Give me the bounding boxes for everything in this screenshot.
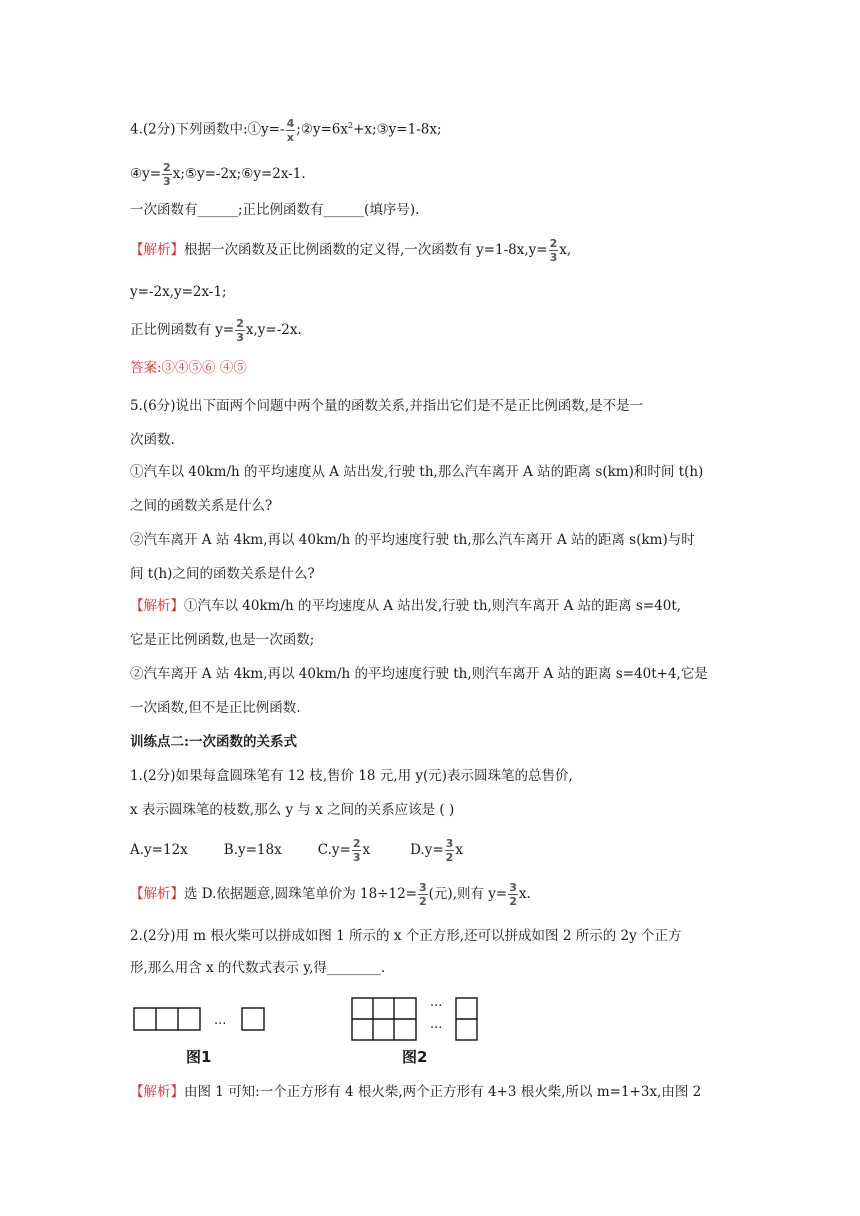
fig1-ellipsis: ... [214, 1013, 227, 1028]
figure-2-caption: 图2 [402, 1048, 428, 1066]
fig1-squares-row [134, 1008, 200, 1030]
fraction [445, 838, 455, 863]
q1-analysis [130, 882, 531, 907]
q2-line1: 2.(2分)用 m 根火柴可以拼成如图 1 所示的 x 个正方形,还可以拼成如图 2 所示的 2y 个正方 [130, 928, 682, 944]
fig1-last-square [242, 1008, 264, 1030]
denominator: 3 [236, 331, 244, 344]
analysis-text: x,y=-2x. [245, 322, 302, 338]
fraction [286, 118, 296, 143]
analysis-text: x. [518, 886, 531, 902]
numerator: 2 [163, 161, 171, 174]
q4-text: ④y= [130, 166, 162, 182]
analysis-text: 选 D.依据题意,圆珠笔单价为 18÷12= [184, 886, 417, 902]
q5-analysis-line3: ②汽车离开 A 站 4km,再以 40km/h 的平均速度行驶 th,则汽车离开 A 站的距离 s=40t+4,它是 [130, 666, 708, 682]
q5-analysis-line1 [130, 596, 681, 616]
numerator: 3 [419, 881, 427, 894]
q1-line2: x 表示圆珠笔的枝数,那么 y 与 x 之间的关系应该是 ( ) [130, 802, 455, 818]
analysis-text: (元),则有 y= [428, 886, 508, 902]
superscript: 2 [348, 121, 354, 130]
numerator: 2 [236, 317, 244, 330]
q5-analysis-line4: 一次函数,但不是正比例函数. [130, 700, 301, 716]
q4-text: x;⑤y=-2x;⑥y=2x-1. [172, 166, 306, 182]
option-b: B.y=18x [223, 842, 282, 858]
q5-line1: 5.(6分)说出下面两个问题中两个量的函数关系,并指出它们是不是正比例函数,是不是一 [130, 398, 644, 414]
option-text: x [455, 842, 463, 858]
analysis-tag: 【解析】 [130, 598, 184, 614]
q5-analysis-line2: 它是正比例函数,也是一次函数; [130, 632, 315, 648]
q4-text: +x;③y=1-8x; [353, 121, 442, 138]
q5-line5: ②汽车离开 A 站 4km,再以 40km/h 的平均速度行驶 th,那么汽车离开 A 站的距离 s(km)与时 [130, 532, 695, 548]
fig2-ellipsis-bottom: ... [430, 1017, 443, 1032]
figure-1-diagram [130, 996, 270, 1036]
q2-line2: 形,那么用含 x 的代数式表示 y,得________. [130, 960, 386, 976]
denominator: 3 [352, 851, 361, 864]
figure-2-diagram [346, 994, 486, 1046]
denominator: 2 [445, 851, 454, 864]
option-text: C.y= [317, 842, 351, 858]
numerator: 3 [509, 881, 517, 894]
q4-line1 [130, 116, 442, 143]
analysis-text: x, [559, 242, 572, 258]
figure-1-caption: 图1 [186, 1048, 212, 1066]
analysis-text: ①汽车以 40km/h 的平均速度从 A 站出发,行驶 th,则汽车离开 A 站的距离 s=40t, [184, 598, 682, 614]
q4-analysis-line2: y=-2x,y=2x-1; [130, 284, 227, 300]
q5-line2: 次函数. [130, 432, 175, 448]
fig2-ellipsis-top: ... [430, 995, 443, 1010]
analysis-text: 由图 1 可知:一个正方形有 4 根火柴,两个正方形有 4+3 根火柴,所以 m=1+3x,由图 2 [184, 1084, 702, 1100]
analysis-tag: 【解析】 [130, 886, 184, 902]
denominator: x [286, 130, 294, 144]
q2-analysis [130, 1082, 701, 1102]
option-d [410, 837, 463, 864]
q5-line6: 间 t(h)之间的函数关系是什么? [130, 566, 315, 582]
option-text: D.y= [410, 842, 444, 858]
q4-line3: 一次函数有______;正比例函数有______(填序号). [130, 202, 420, 218]
analysis-tag: 【解析】 [130, 1084, 184, 1100]
fraction [549, 238, 559, 263]
denominator: 2 [509, 895, 517, 908]
q1-options [130, 838, 463, 863]
analysis-tag: 【解析】 [130, 242, 184, 258]
fraction [508, 882, 518, 907]
numerator: 2 [549, 237, 558, 250]
q5-line4: 之间的函数关系是什么? [130, 498, 273, 514]
denominator: 2 [419, 895, 427, 908]
option-text: x [362, 842, 371, 858]
q4-analysis-line1 [130, 238, 571, 263]
q4-text: 4.(2分)下列函数中:①y=- [130, 121, 285, 138]
q1-line1: 1.(2分)如果每盒圆珠笔有 12 枝,售价 18 元,用 y(元)表示圆珠笔的总售价, [130, 768, 573, 784]
numerator: 4 [286, 116, 295, 130]
q4-text: ;②y=6x [296, 121, 349, 138]
numerator: 2 [352, 837, 361, 850]
q4-analysis-line3 [130, 318, 302, 343]
q4-line2 [130, 162, 306, 187]
fraction [418, 882, 428, 907]
q5-line3: ①汽车以 40km/h 的平均速度从 A 站出发,行驶 th,那么汽车离开 A 站的距离 s(km)和时间 t(h) [130, 464, 704, 480]
analysis-text: 根据一次函数及正比例函数的定义得,一次函数有 y=1-8x,y= [184, 242, 548, 258]
option-c [317, 837, 371, 864]
denominator: 3 [549, 251, 558, 264]
analysis-text: 正比例函数有 y= [130, 322, 235, 338]
q4-answer: 答案:③④⑤⑥ ④⑤ [130, 360, 247, 376]
numerator: 3 [445, 837, 454, 850]
fraction [162, 162, 172, 187]
fraction [235, 318, 245, 343]
section-title: 训练点二:一次函数的关系式 [130, 734, 297, 750]
fraction [352, 838, 362, 863]
denominator: 3 [163, 175, 171, 188]
option-a: A.y=12x [130, 842, 188, 858]
